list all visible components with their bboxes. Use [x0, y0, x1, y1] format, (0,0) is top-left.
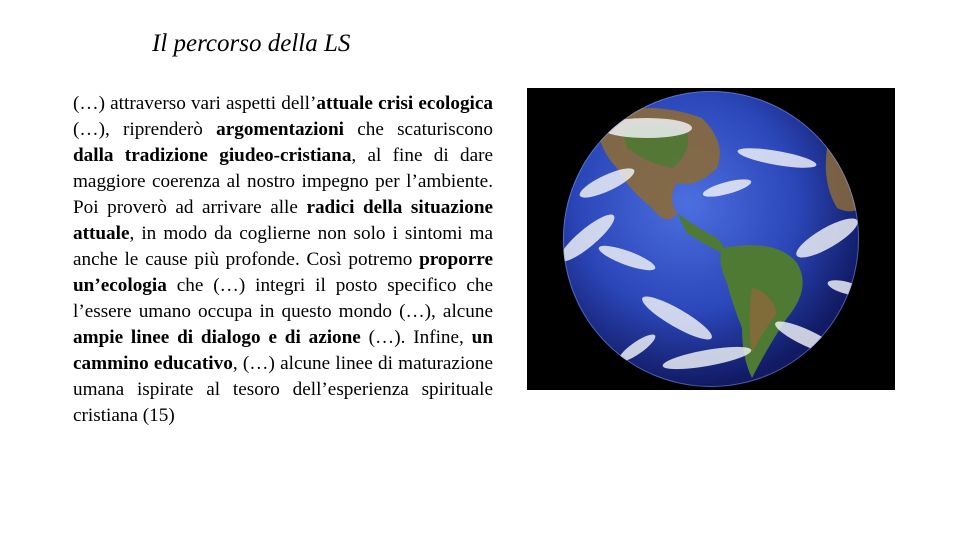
text-segment: (…). Infine, [360, 327, 472, 348]
emphasized-phrase: ampie linee di dialogo e di azione [73, 327, 361, 348]
earth-image [527, 88, 895, 390]
emphasized-phrase: radici della situazione attuale [73, 197, 494, 244]
body-paragraph [73, 91, 493, 429]
text-segment: , in modo da coglierne non solo i sintomi ma anche le cause più profonde. Così potremo [73, 223, 493, 270]
text-segment: , (…) alcune linee di maturazione umana ispirate al tesoro dell’esperienza spirituale cristiana (15) [73, 353, 493, 426]
text-segment: che scaturiscono [344, 119, 493, 140]
slide-title: Il percorso della LS [152, 30, 351, 57]
text-segment: (…), riprenderò [73, 119, 217, 140]
text-segment: che (…) integri il posto specifico che l’essere umano occupa in questo mondo (…), alcune [73, 275, 493, 322]
emphasized-phrase: proporre un’ecologia [73, 249, 493, 296]
text-segment: , al fine di dare maggiore coerenza al nostro impegno per l’ambiente. Poi proverò ad arrivare alle [73, 145, 494, 218]
emphasized-phrase: dalla tradizione giudeo-cristiana [73, 145, 352, 166]
earth-globe-graphic [527, 88, 895, 390]
text-segment: (…) attraverso vari aspetti dell’ [73, 93, 317, 114]
emphasized-phrase: un cammino educativo [73, 327, 493, 374]
emphasized-phrase: attuale crisi ecologica [316, 93, 493, 114]
emphasized-phrase: argomentazioni [216, 119, 345, 140]
